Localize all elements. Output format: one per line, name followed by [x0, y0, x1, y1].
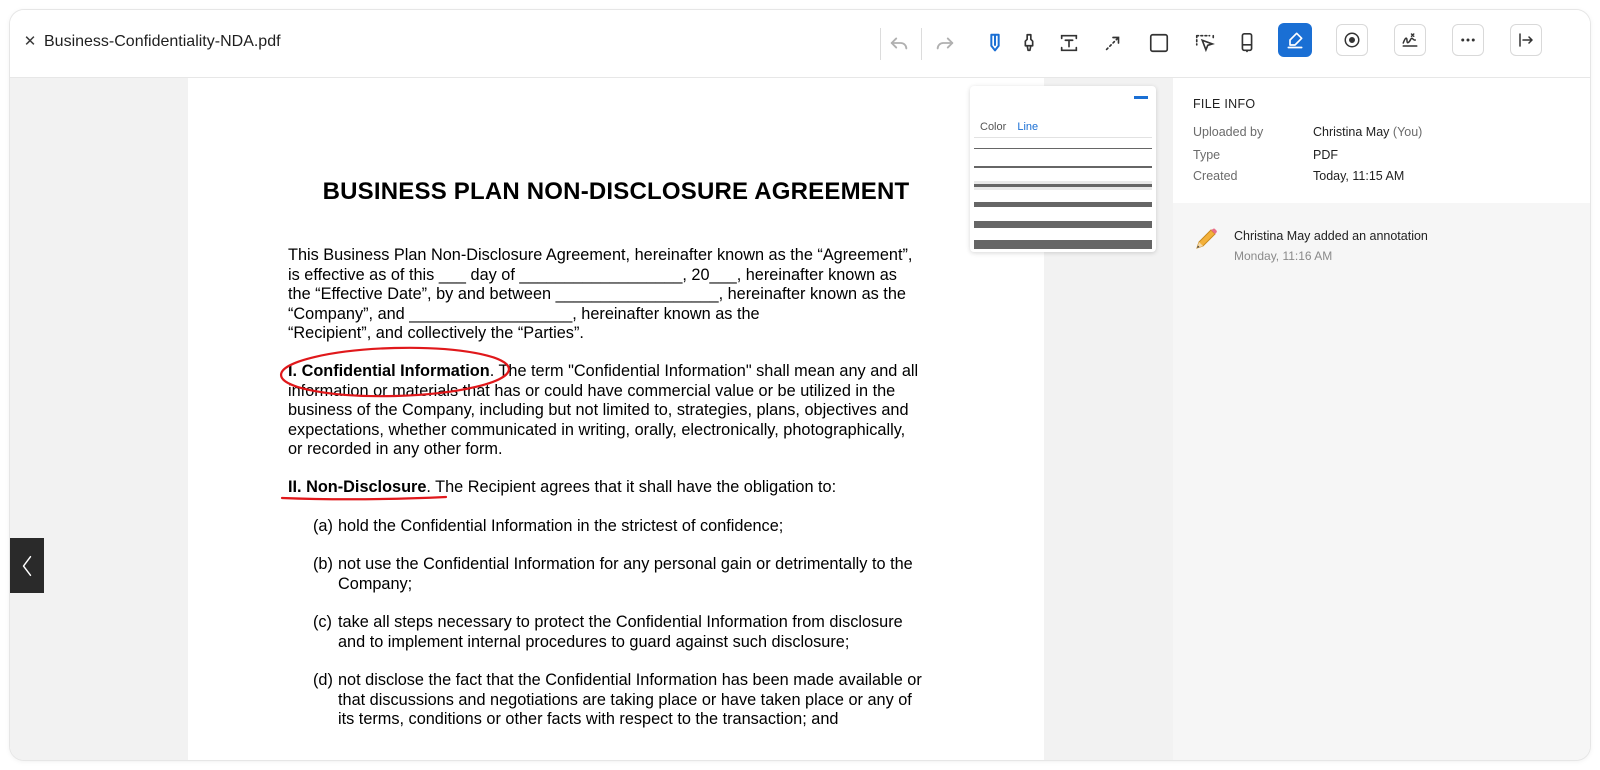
header-bar — [10, 10, 1590, 78]
line-weight-option[interactable] — [974, 221, 1152, 228]
type-value: PDF — [1313, 148, 1338, 162]
activity-item[interactable] — [1173, 218, 1590, 278]
eraser-icon[interactable] — [1232, 28, 1262, 58]
list-item-text: not use the Confidential Information for any personal gain or detrimentally to the Company; — [338, 555, 913, 593]
list-item-text: not disclose the fact that the Confidential Information has been made available or that discussions and negotiations are taking place or have taken place or any of its terms, conditions or other facts with respect to the transaction; and — [338, 671, 922, 728]
section2-heading: II. Non-Disclosure — [288, 478, 427, 496]
more-icon[interactable] — [1452, 24, 1484, 56]
app-window — [10, 10, 1590, 760]
section2-body: . The Recipient agrees that it shall have the obligation to: — [426, 478, 837, 496]
pen-icon[interactable] — [1278, 23, 1312, 57]
tab-line[interactable]: Line — [1017, 121, 1039, 133]
intro-paragraph: This Business Plan Non-Disclosure Agreement, hereinafter known as the “Agreement”, is effective as of this ___ day of __________________, 20___, hereinafter known as the “Effective Date”, by and between __________________, hereinafter known as the “Company”, and __________________, hereinafter known as the “Recipient”, and collectively the “Parties”. — [288, 246, 913, 342]
list-item-text: hold the Confidential Information in the strictest of confidence; — [338, 517, 784, 535]
tab-color[interactable]: Color — [980, 121, 1007, 133]
section1-body: . The term "Confidential Information" shall mean any and all information or materials that has or could have commercial value or be utilized in the business of the Company, including but not limited to, strategies, plans, objectives and expectations, whether communicated in writing, orally, electronically, photographically, or recorded in any other form. — [288, 362, 919, 458]
undo-icon[interactable] — [884, 28, 914, 58]
arrow-icon[interactable] — [1098, 28, 1128, 58]
type-label: Type — [1193, 148, 1221, 162]
annotation-toolbar — [10, 10, 1590, 78]
close-button[interactable]: ✕ — [23, 33, 37, 50]
section-confidential-information — [288, 362, 948, 460]
pdf-page[interactable] — [188, 78, 1044, 760]
uploader-name: Christina May — [1313, 125, 1390, 139]
document-title: BUSINESS PLAN NON-DISCLOSURE AGREEMENT — [322, 178, 910, 205]
activity-time: Monday, 11:16 AM — [1234, 249, 1333, 263]
toolbar-divider — [921, 28, 922, 60]
marker-icon[interactable] — [1014, 28, 1044, 58]
created-value: Today, 11:15 AM — [1313, 169, 1405, 183]
line-weight-option[interactable] — [974, 202, 1152, 207]
created-label: Created — [1193, 169, 1238, 183]
section-non-disclosure — [288, 478, 948, 498]
minimize-icon[interactable] — [1134, 96, 1148, 99]
highlighter-icon[interactable] — [980, 28, 1010, 58]
activity-text: Christina May added an annotation — [1234, 229, 1428, 243]
text-box-icon[interactable] — [1054, 28, 1084, 58]
line-weight-option[interactable] — [974, 184, 1152, 187]
popover-tabs — [980, 121, 1046, 133]
list-item-text: take all steps necessary to protect the Confidential Information from disclosure and to implement internal procedures to guard against such disclosure; — [338, 613, 903, 651]
line-weight-option[interactable] — [974, 240, 1152, 249]
file-info-heading: FILE INFO — [1193, 97, 1256, 111]
list-item-label: (b) — [313, 555, 333, 573]
list-item-label: (c) — [313, 613, 332, 631]
uploaded-by-value — [1313, 125, 1422, 139]
uploader-you-tag: (You) — [1392, 125, 1423, 139]
section1-heading: I. Confidential Information — [288, 362, 490, 380]
lasso-select-icon[interactable] — [1190, 28, 1220, 58]
popover-divider — [974, 137, 1152, 138]
pencil-icon — [1193, 226, 1219, 252]
line-style-popover — [970, 86, 1156, 252]
list-item-label: (d) — [313, 671, 333, 689]
signature-icon[interactable] — [1394, 24, 1426, 56]
line-weight-option[interactable] — [974, 148, 1152, 149]
rectangle-icon[interactable] — [1144, 28, 1174, 58]
toolbar-divider — [880, 28, 881, 60]
line-weight-option[interactable] — [974, 166, 1152, 168]
redo-icon[interactable] — [930, 28, 960, 58]
side-panel — [1173, 78, 1590, 760]
file-info-section — [1173, 78, 1590, 203]
file-title: Business-Confidentiality-NDA.pdf — [44, 33, 281, 50]
list-item-label: (a) — [313, 517, 333, 535]
uploaded-by-label: Uploaded by — [1193, 125, 1264, 139]
exit-icon[interactable] — [1510, 24, 1542, 56]
previous-page-button[interactable] — [10, 538, 44, 593]
record-icon[interactable] — [1336, 24, 1368, 56]
chevron-left-icon — [20, 553, 34, 579]
